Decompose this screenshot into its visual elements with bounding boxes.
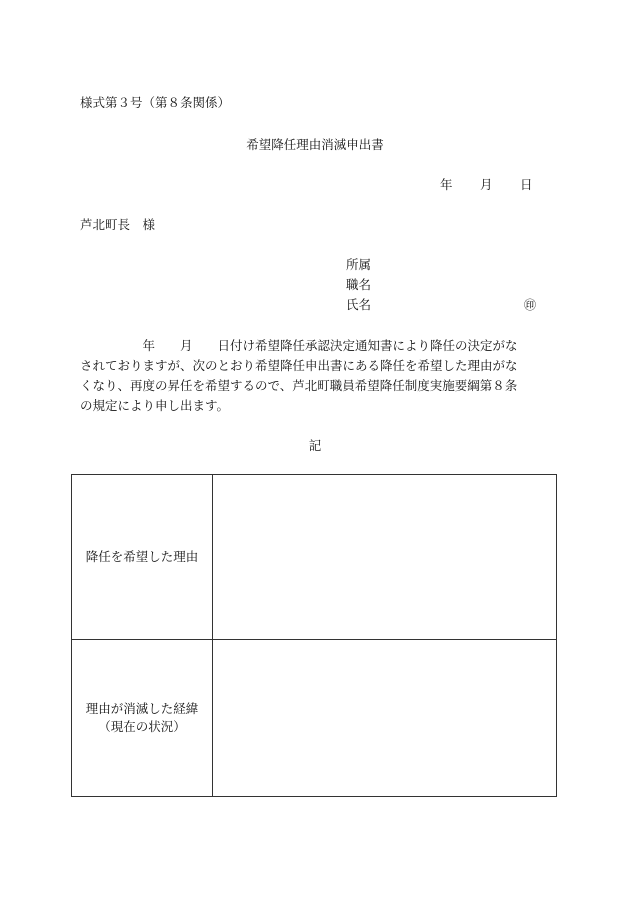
- applicant-block: [346, 259, 536, 319]
- reason-input-cell[interactable]: [213, 475, 557, 640]
- circumstances-label-cell: [72, 640, 213, 797]
- seal-mark: ㊞: [523, 298, 536, 312]
- body-line: 年 月 日付け希望降任承認決定通知書により降任の決定がな: [80, 338, 518, 353]
- position-label: 職名: [346, 277, 372, 292]
- body-line: くなり、再度の昇任を希望するので、芦北町職員希望降任制度実施要綱第８条: [80, 378, 518, 393]
- affiliation-label: 所属: [346, 257, 372, 272]
- date-line: [440, 179, 533, 192]
- body-paragraph: [80, 336, 554, 416]
- name-label: 氏名: [346, 297, 372, 312]
- addressee: 芦北町長 様: [80, 217, 156, 232]
- circumstances-input-cell[interactable]: [213, 640, 557, 797]
- document-title: 希望降任理由消滅申出書: [246, 137, 384, 152]
- reason-label: 降任を希望した理由: [85, 549, 199, 564]
- date-year-label: 年: [440, 177, 453, 192]
- circumstances-sublabel: （現在の状況）: [98, 719, 186, 734]
- body-line: されておりますが、次のとおり希望降任申出書にある降任を希望した理由がな: [80, 358, 518, 373]
- body-line: の規定により申し出ます。: [80, 398, 230, 413]
- reason-label-cell: [72, 475, 213, 640]
- record-label: 記: [308, 438, 322, 453]
- form-number: 様式第３号（第８条関係）: [80, 95, 231, 110]
- details-table: [71, 474, 557, 797]
- circumstances-label: 理由が消滅した経緯: [85, 701, 199, 716]
- date-month-label: 月: [480, 177, 493, 192]
- date-day-label: 日: [520, 177, 533, 192]
